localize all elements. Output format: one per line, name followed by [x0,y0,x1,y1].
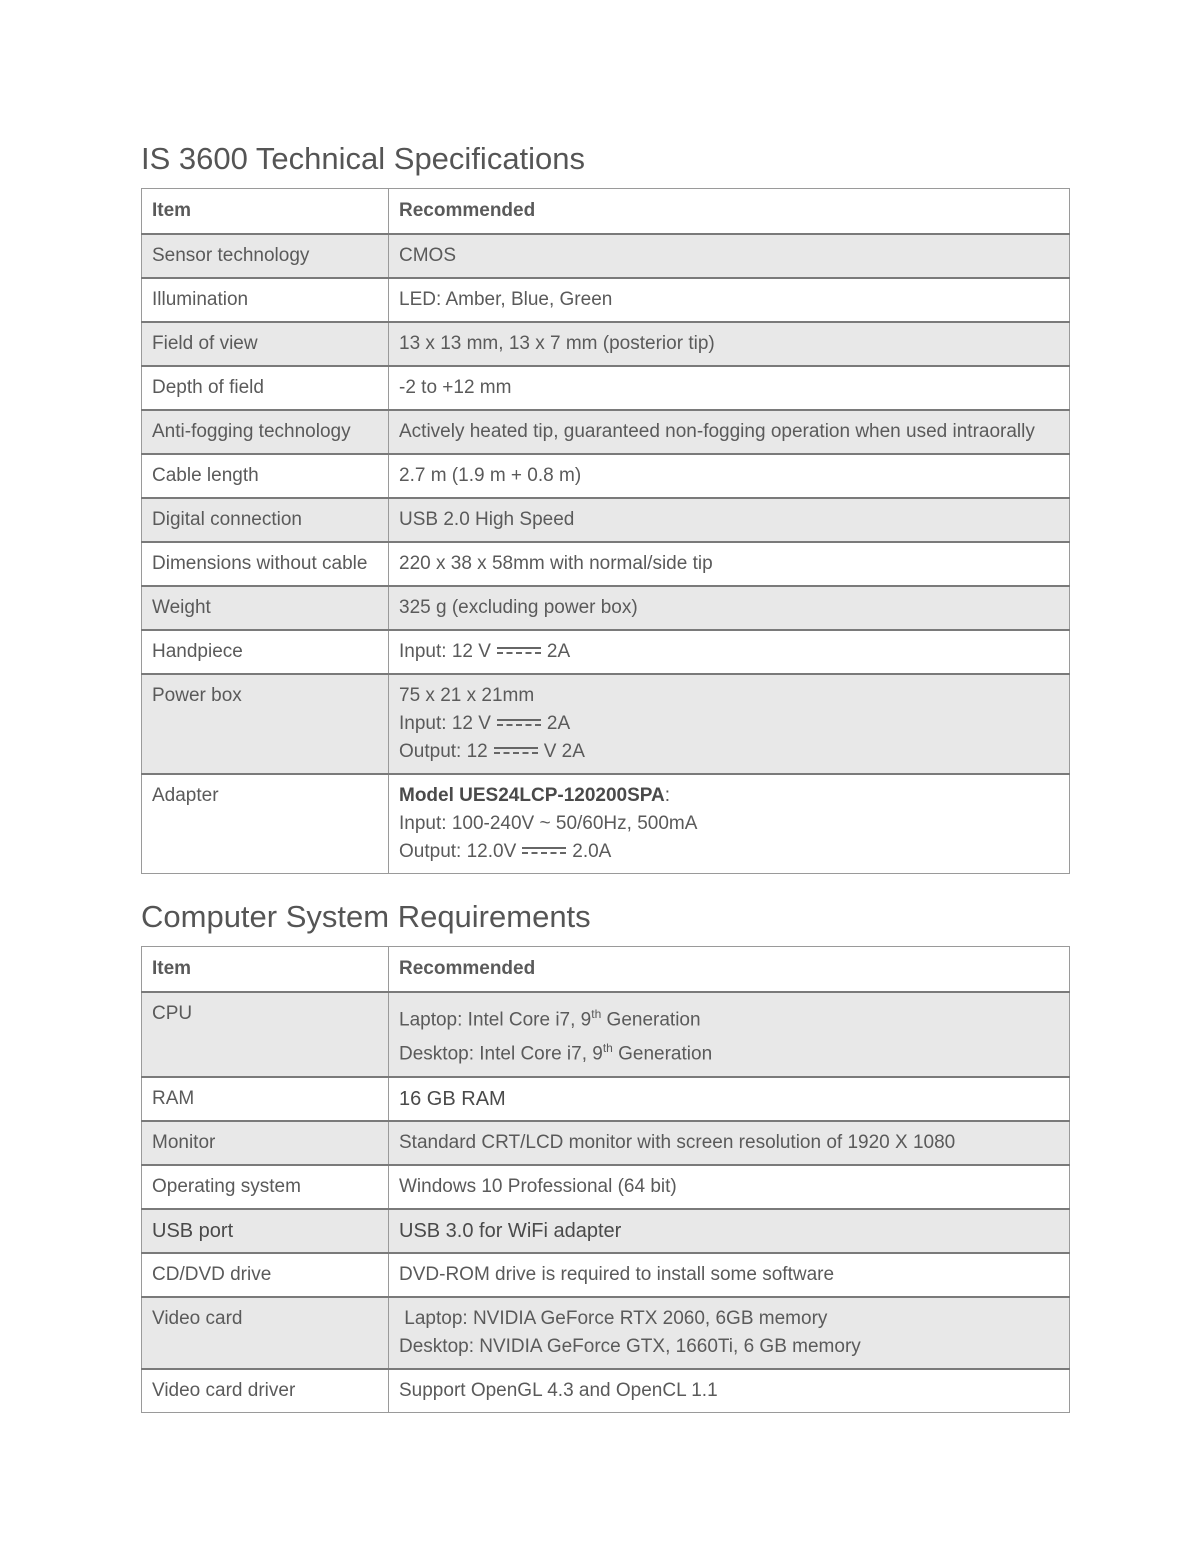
row-value: Standard CRT/LCD monitor with screen resolution of 1920 X 1080 [389,1121,1070,1165]
specs-table [141,188,1070,874]
cpu-desktop [399,1034,1059,1068]
table-row [142,542,1070,586]
row-item: Power box [142,674,389,774]
row-value: LED: Amber, Blue, Green [389,278,1070,322]
row-value [389,774,1070,874]
table-row-cddvd [142,1253,1070,1297]
row-item: Operating system [142,1165,389,1209]
power-box-input [399,710,1059,738]
cpu-generation: Generation [612,1043,713,1065]
handpiece-input-suffix: 2A [546,641,571,662]
row-value: CMOS [389,234,1070,278]
video-card-laptop: Laptop: NVIDIA GeForce RTX 2060, 6GB memory [399,1307,828,1329]
row-value: -2 to +12 mm [389,366,1070,410]
adapter-model-colon: : [664,785,671,806]
power-box-output-prefix: Output: 12 [399,741,488,762]
handpiece-input-prefix: Input: 12 V [399,641,491,662]
row-value: USB 3.0 for WiFi adapter [389,1209,1070,1253]
row-item: Cable length [142,454,389,498]
adapter-output [399,838,1059,866]
table-row-video-card [142,1297,1070,1369]
dc-symbol-icon [522,846,566,856]
row-item: Digital connection [142,498,389,542]
row-value: 2.7 m (1.9 m + 0.8 m) [389,454,1070,498]
header-recommended: Recommended [389,189,1070,235]
row-item: Adapter [142,774,389,874]
table-row [142,278,1070,322]
specs-title: IS 3600 Technical Specifications [141,141,586,176]
row-value: Support OpenGL 4.3 and OpenCL 1.1 [389,1369,1070,1413]
power-box-input-prefix: Input: 12 V [399,713,491,734]
table-row [142,410,1070,454]
row-item: USB port [142,1209,389,1253]
row-value: 220 x 38 x 58mm with normal/side tip [389,542,1070,586]
table-row-ram [142,1077,1070,1121]
cpu-laptop [399,1000,1059,1034]
row-value: 16 GB RAM [389,1077,1070,1121]
row-item: Video card [142,1297,389,1369]
power-box-input-suffix: 2A [546,713,571,734]
table-row-power-box [142,674,1070,774]
row-item: Sensor technology [142,234,389,278]
table-row [142,454,1070,498]
row-item: Video card driver [142,1369,389,1413]
table-row [142,322,1070,366]
row-value: USB 2.0 High Speed [389,498,1070,542]
row-value: Actively heated tip, guaranteed non-fogging operation when used intraorally [389,410,1070,454]
ordinal-suffix: th [602,1041,613,1056]
row-item: Dimensions without cable [142,542,389,586]
row-value: 325 g (excluding power box) [389,586,1070,630]
adapter-model-line [399,782,1059,810]
table-row [142,498,1070,542]
power-box-dimensions: 75 x 21 x 21mm [399,685,535,706]
table-row-adapter [142,774,1070,874]
row-item: RAM [142,1077,389,1121]
computer-table [141,946,1070,1413]
table-row-monitor [142,1121,1070,1165]
row-value [389,992,1070,1077]
row-item: Monitor [142,1121,389,1165]
header-item: Item [142,189,389,235]
table-row [142,586,1070,630]
row-value [389,674,1070,774]
row-item: Illumination [142,278,389,322]
cpu-generation: Generation [601,1009,701,1031]
row-item: CPU [142,992,389,1077]
adapter-output-prefix: Output: 12.0V [399,841,517,862]
ordinal-suffix: th [591,1007,602,1021]
row-value: 13 x 13 mm, 13 x 7 mm (posterior tip) [389,322,1070,366]
row-item: Depth of field [142,366,389,410]
row-value: Windows 10 Professional (64 bit) [389,1165,1070,1209]
table-header-row [142,189,1070,235]
table-row-os [142,1165,1070,1209]
dc-symbol-icon [494,746,538,756]
row-item: CD/DVD drive [142,1253,389,1297]
adapter-output-suffix: 2.0A [572,841,612,862]
row-item: Handpiece [142,630,389,674]
adapter-model: Model UES24LCP-120200SPA [399,785,665,806]
row-value [389,1297,1070,1369]
dc-symbol-icon [497,718,541,728]
adapter-input: Input: 100-240V ~ 50/60Hz, 500mA [399,813,698,834]
header-recommended: Recommended [389,947,1070,993]
table-row [142,366,1070,410]
cpu-desktop-text: Desktop: Intel Core i7, 9 [399,1043,603,1065]
dc-symbol-icon [497,646,541,656]
table-row-cpu [142,992,1070,1077]
power-box-output-suffix: V 2A [543,741,585,762]
table-row-handpiece [142,630,1070,674]
table-row-video-driver [142,1369,1070,1413]
row-item: Field of view [142,322,389,366]
table-row-usb [142,1209,1070,1253]
row-value: DVD-ROM drive is required to install some software [389,1253,1070,1297]
video-card-desktop: Desktop: NVIDIA GeForce GTX, 1660Ti, 6 GB memory [399,1335,861,1357]
table-row [142,234,1070,278]
cpu-laptop-text: Laptop: Intel Core i7, 9 [399,1009,592,1031]
row-item: Weight [142,586,389,630]
computer-title: Computer System Requirements [141,899,591,934]
power-box-output [399,738,1059,766]
header-item: Item [142,947,389,993]
table-header-row [142,947,1070,993]
row-item: Anti-fogging technology [142,410,389,454]
row-value [389,630,1070,674]
